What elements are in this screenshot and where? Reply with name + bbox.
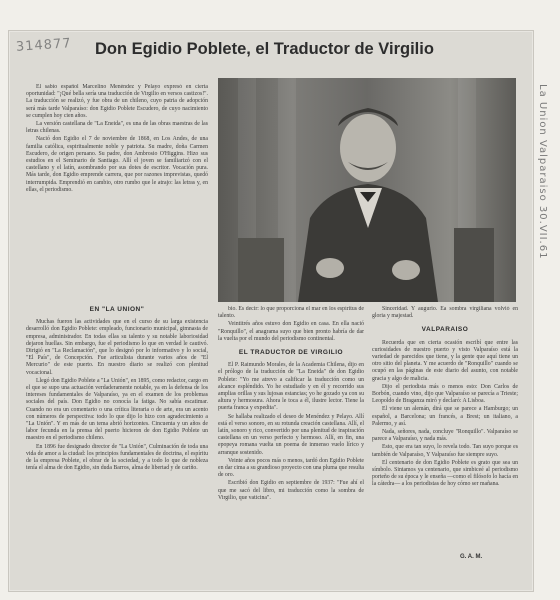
- archive-reference-number: 314877: [15, 36, 73, 55]
- portrait-photo: [218, 78, 516, 302]
- paragraph: Nació don Egidio el 7 de noviembre de 1868, en Los Andes, de una familia católica, espiritualmente noble y patriota. Su madre, doña Carmen Escudero, de origen peruano. Su padre, don Ambrosio O'Higgins. Hizo sus estudios en el Seminario de Santiago. Allí el joven se familiarizó con el castellano y el latín, asombrando por sus dotes de escritor. Vocación pura. Más tarde, don Egidio emprende carrera, que por razones imprevistas, quedó interrumpida. Emprendió en cambio, otro rumbo que le atrajo: las letras y, en ellas, el periodismo.: [26, 136, 208, 193]
- paragraph: Sinceridad. Y augurio. Ea sombra virgiliana volvió en gloria y majestad.: [372, 306, 518, 320]
- author-initials: G. A. M.: [460, 554, 483, 560]
- paragraph: Nada, señores, nada, concluye "Ronquillo". Valparaíso se parece a Valparaíso, y nada más.: [372, 429, 518, 443]
- paragraph: El sabio español Marcelino Menéndez y Pelayo expresó en cierta oportunidad: "¡Qué bella sería una traducción de Virgilio en versos castizos!". La traducción se realizó, y fue obra de un chileno, cuyo patria de adopción será más tarde Valparaíso: don Egidio Poblete Escudero, de cuyo nacimiento se cumplen hoy cien años.: [26, 84, 208, 119]
- column-2: [218, 306, 364, 582]
- paragraph: bio. Es decir: lo que proporciona el mar en los espíritus de talento.: [218, 306, 364, 320]
- column-1-body: [26, 300, 208, 582]
- column-1-intro: [26, 84, 208, 296]
- portrait-figure-icon: [218, 78, 516, 302]
- paragraph: El centenario de don Egidio Poblete es grato que sea un símbolo. Sintamos ya centenario, que simbiceé al periodismo porteño de su época y le enseña —como el filósofo lo hacía en la cátedra— a los periodistas de hoy cómo ser mañana.: [372, 459, 518, 488]
- paragraph: Veintitrés años estuvo don Egidio en casa. En ella nació "Ronquillo", el anagrama suyo que bien pronto habría de dar la vuelta por el mundo del periodismo continental.: [218, 321, 364, 342]
- paragraph: En 1896 fue designado director de "La Unión", Culminación de toda una vida de amor a la ciudad: los principios fundamentales de doctrina, el espíritu de la empresa Poblete, el obrar de la sociedad, y a todo lo que de nobleza tenía el alma de don Egidio, sin duda Barros, alma de libertad y de cariño.: [26, 443, 208, 472]
- section-heading-traductor: EL TRADUCTOR DE VIRGILIO: [238, 349, 344, 357]
- handwritten-side-note: La Union Valparaiso 30.VII.61: [537, 84, 548, 260]
- paragraph: El P. Raimundo Morales, de la Academia Chilena, dijo en el prólogo de la traducción de "La Eneida" de don Egidio Poblete: "Yo me atrevo a calificar la traducción como un alcance espléndido. Yo he estudiado y en él y recorrido sus amplias orillas y sus lujosas estancias; yo he gozado ya con su altura y hermosura. Ahora le toca a él, ilustre lector. Tiene la puerta franca y expedita".: [218, 362, 364, 412]
- paragraph: Llegó don Egidio Poblete a "La Unión", en 1895, como redactor, cargo en el que se supo una actuación verdaderamente notable, ya en la defensa de los intereses fundamentales de Valparaíso, ya en el examen de los problemas sociales del país. Don Egidio no conocía la fatiga. No sabía escatimar. Cuando no era un comentario o una crítica literaria o de arte, era un acento con números de perspectiva: todo lo que dijo lo hizo con agradecimiento a "La Unión". Y en más de un tema abrió horizontes. Cincuenta y un años de labor fecunda en la prensa del puerto hicieron de don Egidio Poblete un maestro en el periodismo chileno.: [26, 377, 208, 442]
- paragraph: Recuerda que en cierta ocasión escribí que entre las curiosidades de nuestro puerto y visto Valparaíso está la variedad de parecidos que tiene, y la gente que aquí tiene un otro sitio del planeta. Y me acuerdo de "Ronquillo" cuando se ocupó en las páginas de este diario del asunto, con notable gracia y algo de malicia.: [372, 339, 518, 382]
- paragraph: Se hallaba realizado el deseo de Menéndez y Pelayo. Allí está el verso sonoro, en su rotunda creación castellana. Allí, el latín, sonoro y rico, convertido por una plenitud de inspiración castellana en un verso perfecto y hermoso. Allí, en fin, una epopeya romana vuelta un poema de inmenso vuelo lírico y arranque sostenido.: [218, 413, 364, 456]
- column-3: [372, 306, 518, 552]
- paragraph: Escribió don Egidio en septiembre de 1937: "Fue ahí el que me sacó del libro, mi traducción como la sombra de Virgilio, que vaticina".: [218, 480, 364, 501]
- article-title: Don Egidio Poblete, el Traductor de Virgilio: [95, 40, 434, 58]
- paragraph: Esto, que era tan suyo, lo revela todo. Tan suyo porque es también de Valparaíso, Y Valparaíso fue siempre suyo.: [372, 444, 518, 458]
- paragraph: La versión castellana de "La Eneida", es una de las obras maestras de las letras chilenas.: [26, 121, 208, 135]
- section-heading-valparaiso: VALPARAISO: [421, 326, 469, 334]
- paragraph: Muchas fueron las actividades que en el curso de su larga existencia desarrolló don Egidio Poblete: empleado, funcionario municipal, gimnasta de empresa, administrador. En todas ellas su talento y su notable laboriosidad dejaron huellas. Sin embargo, fue el periodismo lo que en verdad le cautivó. Dirigió en "La Reclamación", que lo designó por lo informativo y lo social, "El País", de Concepción. Fue articulista durante varios años de "El Mercurio" de este puerto. En nuestro diario se realizó con plenitud vocacional.: [26, 319, 208, 376]
- paragraph: Veinte años pocos más o menos, tardó don Egidio Poblete en dar cima a su grandioso proyecto con una pluma que resulta de oro.: [218, 457, 364, 479]
- paragraph: Dijo el periodista más o menos esto: Don Carlos de Borbón, cuando vino, dijo que Valparaíso se parecía a Trieste; Leopoldo de Braganza miró y declaró: A Lisboa.: [372, 383, 518, 405]
- paragraph: El viene un alemán, dirá que se parece a Hamburgo; un español, a Barcelona; un francés, a Brest; un italiano, a Palermo, y así.: [372, 406, 518, 427]
- section-heading-la-union: EN "LA UNION": [89, 306, 145, 313]
